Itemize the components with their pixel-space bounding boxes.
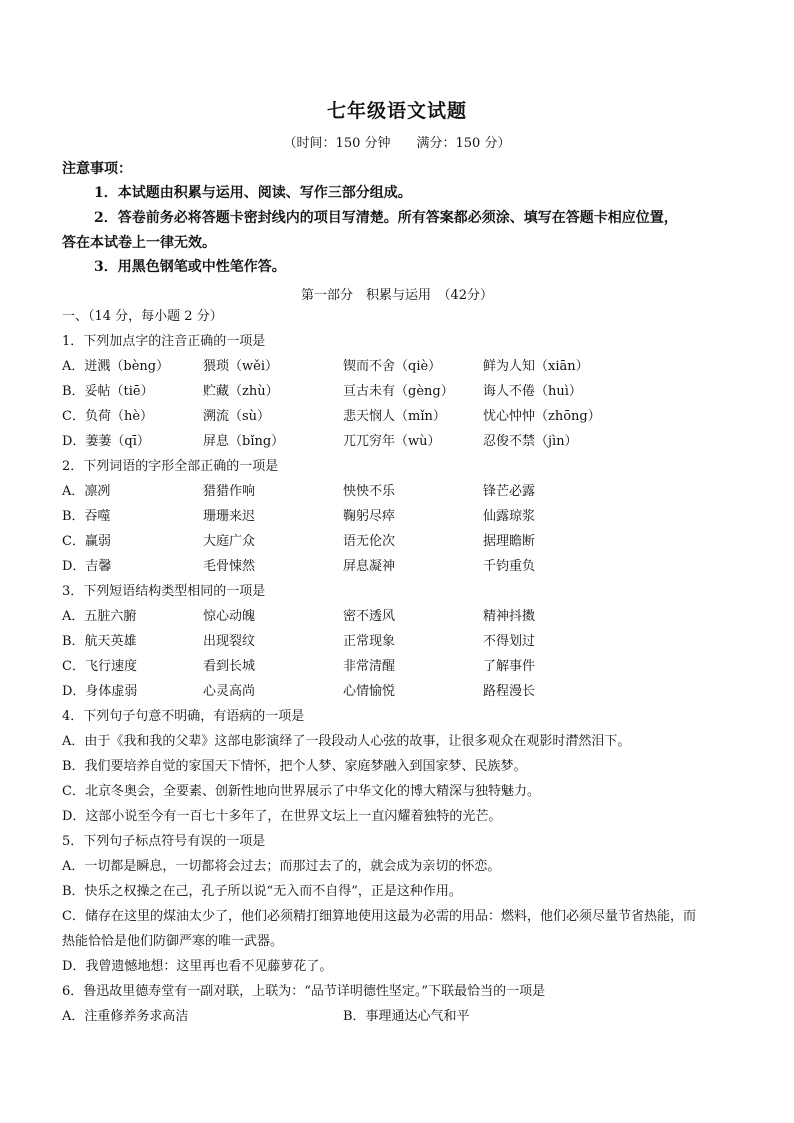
notice-item-3: 3．用黑色钢笔或中性笔作答。	[94, 259, 286, 275]
q2-row-b-cell-3: 鞠躬尽瘁	[343, 509, 396, 524]
q2-row-a-cell-2: 猎猎作响	[203, 484, 256, 499]
q4-option-c: C．北京冬奥会，全要素、创新性地向世界展示了中华文化的博大精深与独特魅力。	[62, 784, 540, 799]
q3-row-d-cell-2: 心灵高尚	[203, 684, 256, 699]
q1-row-a-cell-2: 猥琐（wěi）	[203, 359, 278, 374]
q1-row-b-cell-1: B．妥帖（tiē）	[62, 384, 154, 399]
q3-row-a-cell-4: 精神抖擞	[483, 609, 536, 624]
q3-row-c-cell-1: C．飞行速度	[62, 659, 137, 674]
q2-row-d-cell-3: 屏息凝神	[343, 559, 396, 574]
q3-row-b-cell-2: 出现裂纹	[203, 634, 256, 649]
q1-row-b-cell-3: 亘古未有（gèng）	[343, 384, 454, 399]
q5-option-d: D．我曾遗憾地想：这里再也看不见藤萝花了。	[62, 959, 333, 974]
notice-item-2-line-1: 2．答卷前务必将答题卡密封线内的项目写清楚。所有答案都必须涂、填写在答题卡相应位置，	[94, 210, 678, 226]
q3-stem: 3．下列短语结构类型相同的一项是	[62, 584, 266, 599]
q1-row-a-cell-1: A．迸溅（bèng）	[62, 359, 170, 374]
notice-item-2-line-2: 答在本试卷上一律无效。	[62, 235, 216, 251]
q4-option-d: D．这部小说至今有一百七十多年了，在世界文坛上一直闪耀着独特的光芒。	[62, 809, 502, 824]
exam-subtitle: （时间：150 分钟 满分：150 分）	[283, 136, 511, 151]
part-1-title: 第一部分 积累与运用 （42分）	[300, 288, 494, 303]
q1-stem: 1．下列加点字的注音正确的一项是	[62, 334, 266, 349]
exam-title: 七年级语文试题	[326, 100, 467, 122]
q2-row-c-cell-3: 语无伦次	[343, 534, 396, 549]
q1-row-c-cell-1: C．负荷（hè）	[62, 409, 154, 424]
q1-row-b-cell-2: 贮藏（zhù）	[203, 384, 279, 399]
q4-stem: 4．下列句子句意不明确，有语病的一项是	[62, 709, 305, 724]
q2-stem: 2．下列词语的字形全部正确的一项是	[62, 459, 279, 474]
q6-stem: 6．鲁迅故里德寿堂有一副对联，上联为：“品节详明德性坚定。”下联最恰当的一项是	[62, 984, 546, 999]
q6-option-b: B．事理通达心气和平	[343, 1009, 470, 1024]
q1-row-d-cell-2: 屏息（bǐng）	[203, 434, 285, 449]
q3-row-c-cell-2: 看到长城	[203, 659, 256, 674]
q3-row-b-cell-1: B．航天英雄	[62, 634, 137, 649]
q2-row-c-cell-1: C．赢弱	[62, 534, 111, 549]
q2-row-a-cell-3: 怏怏不乐	[343, 484, 396, 499]
q1-row-c-cell-2: 溯流（sù）	[203, 409, 271, 424]
q2-row-d-cell-1: D．吉馨	[62, 559, 112, 574]
q2-row-b-cell-1: B．吞噬	[62, 509, 111, 524]
q2-row-a-cell-1: A．凛冽	[62, 484, 111, 499]
q3-row-c-cell-4: 了解事件	[483, 659, 536, 674]
q2-row-d-cell-2: 毛骨悚然	[203, 559, 256, 574]
q2-row-d-cell-4: 千钧重负	[483, 559, 536, 574]
notice-item-1: 1．本试题由积累与运用、阅读、写作三部分组成。	[94, 185, 412, 201]
q5-option-b: B．快乐之权操之在己，孔子所以说“无入而不自得”，正是这种作用。	[62, 884, 462, 899]
q1-row-b-cell-4: 诲人不倦（huì）	[483, 384, 582, 399]
q1-row-a-cell-4: 鲜为人知（xiān）	[483, 359, 589, 374]
q5-stem: 5．下列句子标点符号有误的一项是	[62, 834, 266, 849]
q3-row-d-cell-3: 心情愉悦	[343, 684, 396, 699]
q3-row-a-cell-1: A．五脏六腑	[62, 609, 137, 624]
q1-row-a-cell-3: 锲而不舍（qiè）	[343, 359, 442, 374]
q1-row-d-cell-3: 兀兀穷年（wù）	[343, 434, 441, 449]
q3-row-c-cell-3: 非常清醒	[343, 659, 396, 674]
q3-row-d-cell-4: 路程漫长	[483, 684, 536, 699]
q2-row-c-cell-4: 据理瞻断	[483, 534, 536, 549]
q2-row-c-cell-2: 大庭广众	[203, 534, 256, 549]
section-1-heading: 一、（14 分，每小题 2 分）	[62, 309, 223, 324]
q2-row-b-cell-4: 仙露琼浆	[483, 509, 536, 524]
q1-row-c-cell-4: 忧心忡忡（zhōng）	[483, 409, 601, 424]
q2-row-a-cell-4: 锋芒必露	[483, 484, 536, 499]
q2-row-b-cell-2: 珊珊来迟	[203, 509, 256, 524]
q5-option-c-line-1: C．储存在这里的煤油太少了，他们必须精打细算地使用这最为必需的用品：燃料，他们必须尽量节省热能，而	[62, 909, 696, 924]
q5-option-c-line-2: 热能恰恰是他们防御严寒的唯一武器。	[62, 934, 284, 949]
q3-row-a-cell-3: 密不透风	[343, 609, 396, 624]
q3-row-d-cell-1: D．身体虚弱	[62, 684, 138, 699]
q3-row-a-cell-2: 惊心动魄	[203, 609, 256, 624]
q6-option-a: A．注重修养务求高洁	[62, 1009, 189, 1024]
q1-row-c-cell-3: 悲天悯人（mǐn）	[343, 409, 446, 424]
q5-option-a: A．一切都是瞬息，一切都将会过去；而那过去了的，就会成为亲切的怀恋。	[62, 859, 501, 874]
q1-row-d-cell-1: D．萋萋（qī）	[62, 434, 150, 449]
q4-option-b: B．我们要培养自觉的家国天下情怀，把个人梦、家庭梦融入到国家梦、民族梦。	[62, 759, 527, 774]
q3-row-b-cell-3: 正常现象	[343, 634, 396, 649]
notice-heading: 注意事项：	[62, 161, 132, 177]
q1-row-d-cell-4: 忍俊不禁（jìn）	[483, 434, 578, 449]
q3-row-b-cell-4: 不得划过	[483, 634, 536, 649]
q4-option-a: A．由于《我和我的父辈》这部电影演绎了一段段动人心弦的故事，让很多观众在观影时潸然泪下。	[62, 734, 631, 749]
